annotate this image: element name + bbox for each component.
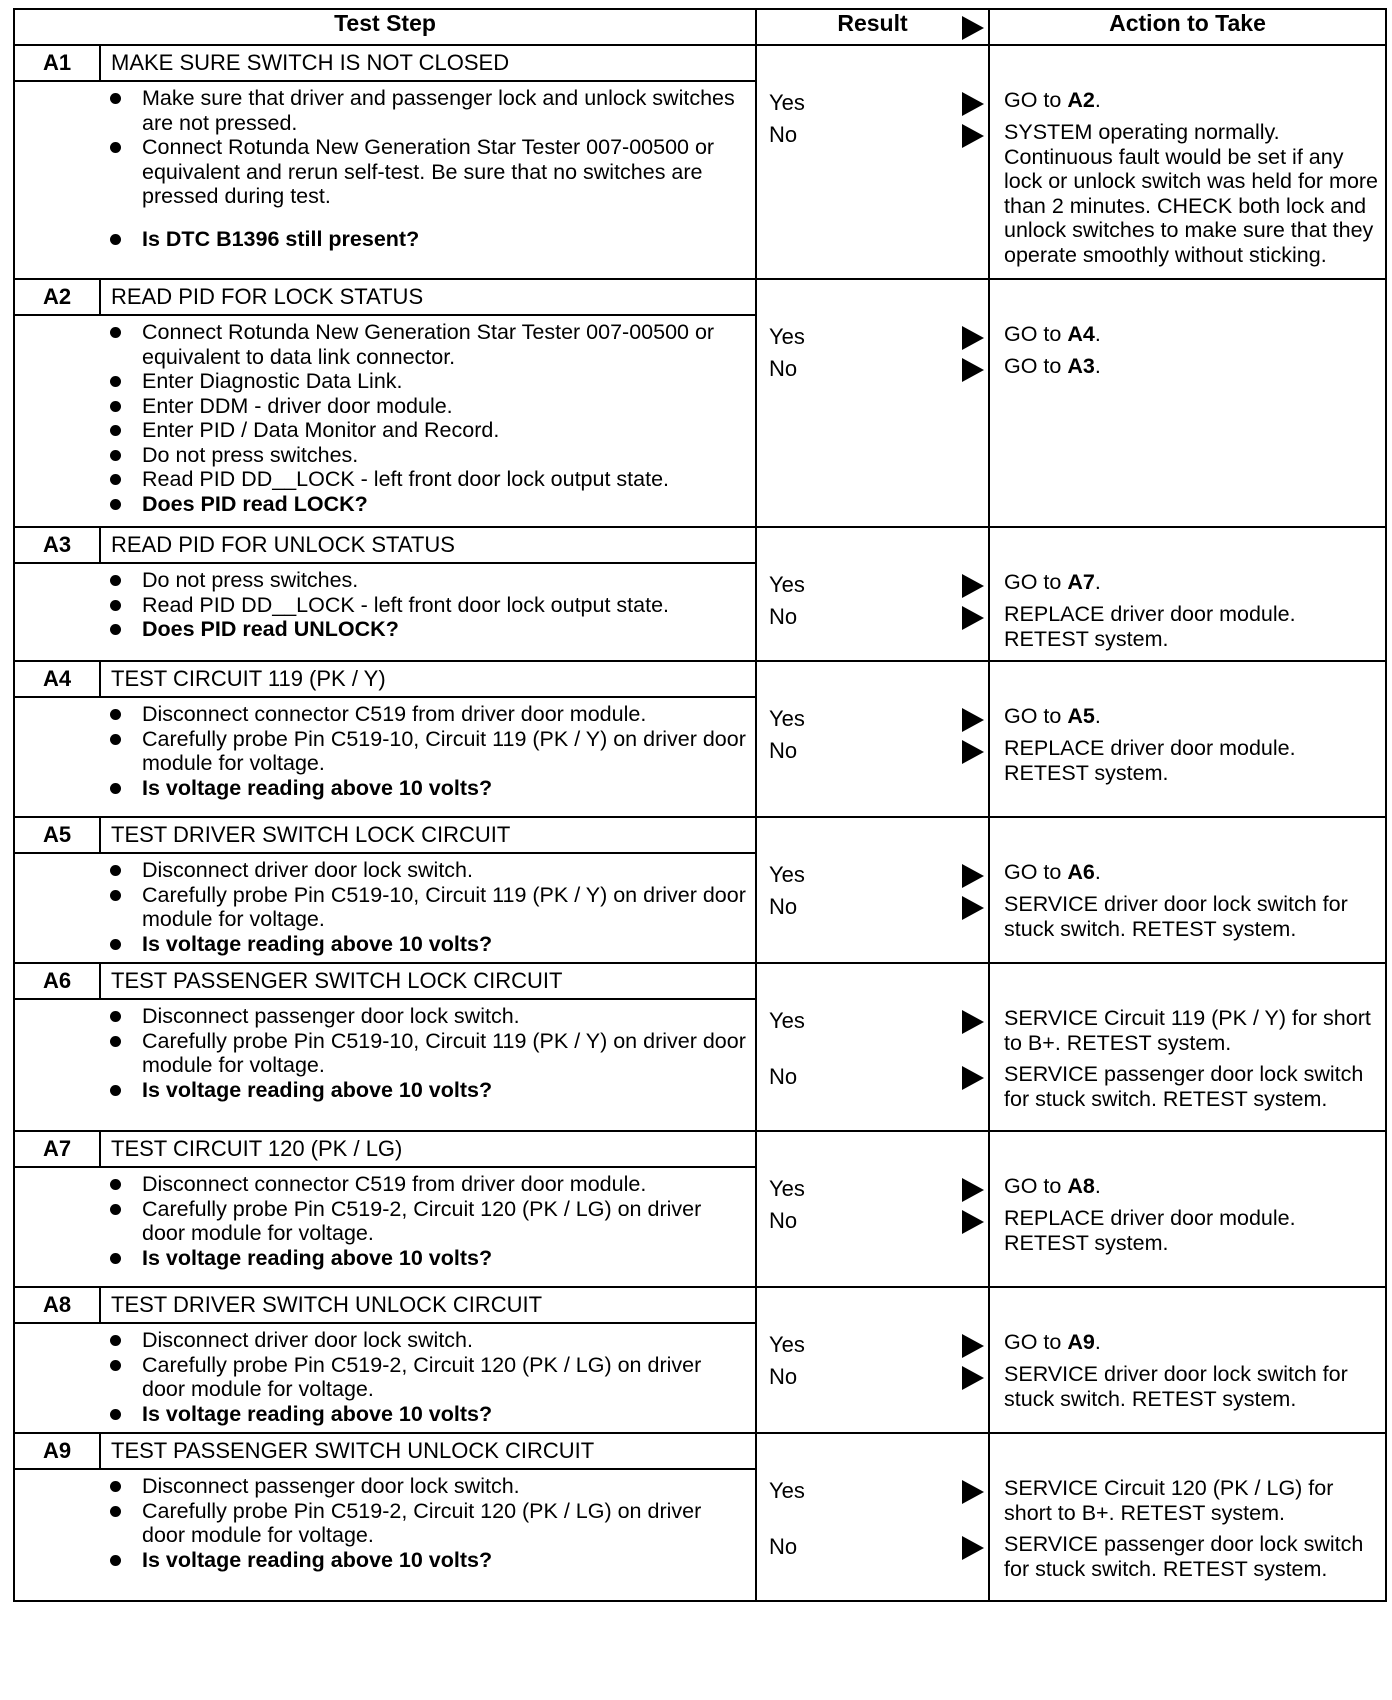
action-step-reference: A9 bbox=[1067, 1330, 1095, 1354]
result-label: Yes bbox=[769, 324, 805, 349]
instruction-list bbox=[100, 1172, 749, 1270]
action-text-main: REPLACE driver door module. RETEST system. bbox=[1004, 736, 1296, 785]
result-label: Yes bbox=[769, 862, 805, 887]
action-text-main: GO to bbox=[1004, 704, 1068, 728]
action-text-main: SERVICE driver door lock switch for stuck switch. RETEST system. bbox=[1004, 892, 1348, 941]
action-cell bbox=[989, 661, 1386, 817]
result-label: Yes bbox=[769, 706, 805, 731]
action-cell bbox=[989, 279, 1386, 527]
result-cell bbox=[756, 1131, 989, 1287]
result-yes bbox=[769, 1008, 986, 1036]
result-yes bbox=[769, 1478, 986, 1506]
action-text bbox=[1004, 120, 1381, 267]
instruction-item: Disconnect connector C519 from driver door module. bbox=[100, 1172, 749, 1197]
action-cell bbox=[989, 1433, 1386, 1601]
arrow-right-icon bbox=[962, 1366, 984, 1390]
result-label: No bbox=[769, 1064, 798, 1089]
action-text bbox=[1004, 1174, 1381, 1199]
instruction-item: Connect Rotunda New Generation Star Tester 007-00500 or equivalent to data link connector. bbox=[100, 320, 749, 369]
action-cell bbox=[989, 1287, 1386, 1433]
arrow-right-icon bbox=[962, 326, 984, 350]
action-text-main: SYSTEM operating normally. Continuous fault would be set if any lock or unlock switch was held for more than 2 minutes. CHECK both lock and unlock switches to make sure that they operate smoothly without sticking. bbox=[1004, 120, 1379, 267]
result-label: No bbox=[769, 1534, 798, 1559]
step-code: A4 bbox=[14, 661, 100, 697]
result-no bbox=[769, 356, 986, 384]
arrow-right-icon bbox=[962, 1480, 984, 1504]
result-cell bbox=[756, 817, 989, 963]
step-code: A8 bbox=[14, 1287, 100, 1323]
step-code: A7 bbox=[14, 1131, 100, 1167]
action-text bbox=[1004, 704, 1381, 729]
arrow-right-icon bbox=[962, 1210, 984, 1234]
result-label: Yes bbox=[769, 1008, 805, 1033]
step-code: A6 bbox=[14, 963, 100, 999]
step-title-row bbox=[14, 963, 1386, 999]
step-code-spacer bbox=[14, 563, 100, 661]
arrow-right-icon bbox=[962, 896, 984, 920]
action-text-main: GO to bbox=[1004, 322, 1068, 346]
action-text-main: GO to bbox=[1004, 860, 1068, 884]
result-label: No bbox=[769, 738, 798, 763]
action-text-main: GO to bbox=[1004, 1174, 1068, 1198]
arrow-right-icon bbox=[962, 1536, 984, 1560]
table-header-row bbox=[14, 9, 1386, 45]
action-text-main: REPLACE driver door module. RETEST system. bbox=[1004, 602, 1296, 651]
step-code-spacer bbox=[14, 697, 100, 817]
instruction-item: Carefully probe Pin C519-10, Circuit 119 (PK / Y) on driver door module for voltage. bbox=[100, 883, 749, 932]
action-text bbox=[1004, 354, 1381, 379]
action-text bbox=[1004, 1062, 1381, 1111]
arrow-right-icon bbox=[962, 574, 984, 598]
action-cell bbox=[989, 45, 1386, 279]
instruction-item: Carefully probe Pin C519-2, Circuit 120 (PK / LG) on driver door module for voltage. bbox=[100, 1499, 749, 1548]
instruction-list bbox=[100, 1474, 749, 1572]
arrow-right-icon bbox=[962, 1334, 984, 1358]
step-instructions bbox=[100, 563, 756, 661]
action-text-main: SERVICE driver door lock switch for stuck switch. RETEST system. bbox=[1004, 1362, 1348, 1411]
action-text bbox=[1004, 1330, 1381, 1355]
header-result-label: Result bbox=[837, 10, 908, 36]
instruction-item: Carefully probe Pin C519-2, Circuit 120 (PK / LG) on driver door module for voltage. bbox=[100, 1353, 749, 1402]
result-no bbox=[769, 604, 986, 632]
instruction-item: Does PID read UNLOCK? bbox=[100, 617, 749, 642]
instruction-item: Does PID read LOCK? bbox=[100, 492, 749, 517]
result-yes bbox=[769, 1176, 986, 1204]
step-title: MAKE SURE SWITCH IS NOT CLOSED bbox=[100, 45, 756, 81]
header-test-step: Test Step bbox=[14, 9, 756, 45]
result-cell bbox=[756, 45, 989, 279]
action-text bbox=[1004, 1476, 1381, 1525]
instruction-item: Disconnect passenger door lock switch. bbox=[100, 1004, 749, 1029]
action-text bbox=[1004, 736, 1381, 785]
action-step-reference: A3 bbox=[1067, 354, 1095, 378]
action-text-main: SERVICE passenger door lock switch for stuck switch. RETEST system. bbox=[1004, 1532, 1364, 1581]
instruction-item: Read PID DD__LOCK - left front door lock output state. bbox=[100, 593, 749, 618]
action-text-main: SERVICE Circuit 119 (PK / Y) for short to B+. RETEST system. bbox=[1004, 1006, 1371, 1055]
arrow-right-icon bbox=[962, 1178, 984, 1202]
action-text bbox=[1004, 1362, 1381, 1411]
step-title: READ PID FOR UNLOCK STATUS bbox=[100, 527, 756, 563]
instruction-item: Is voltage reading above 10 volts? bbox=[100, 1078, 749, 1103]
step-code: A3 bbox=[14, 527, 100, 563]
step-code-spacer bbox=[14, 1323, 100, 1433]
step-code-spacer bbox=[14, 81, 100, 279]
result-cell bbox=[756, 1287, 989, 1433]
result-yes bbox=[769, 572, 986, 600]
arrow-right-icon bbox=[962, 864, 984, 888]
step-title: TEST CIRCUIT 119 (PK / Y) bbox=[100, 661, 756, 697]
result-cell bbox=[756, 527, 989, 661]
result-label: Yes bbox=[769, 1332, 805, 1357]
instruction-item: Disconnect connector C519 from driver door module. bbox=[100, 702, 749, 727]
result-no bbox=[769, 894, 986, 922]
step-title-row bbox=[14, 661, 1386, 697]
action-text bbox=[1004, 570, 1381, 595]
instruction-list bbox=[100, 86, 749, 251]
instruction-item: Disconnect driver door lock switch. bbox=[100, 858, 749, 883]
instruction-list bbox=[100, 568, 749, 642]
header-result bbox=[756, 9, 989, 45]
result-cell bbox=[756, 963, 989, 1131]
result-yes bbox=[769, 862, 986, 890]
result-label: No bbox=[769, 894, 798, 919]
action-step-reference: A5 bbox=[1067, 704, 1095, 728]
result-label: No bbox=[769, 122, 798, 147]
action-text bbox=[1004, 1532, 1381, 1581]
instruction-list bbox=[100, 320, 749, 516]
arrow-right-icon bbox=[962, 124, 984, 148]
action-text-main: GO to bbox=[1004, 1330, 1068, 1354]
instruction-item: Enter Diagnostic Data Link. bbox=[100, 369, 749, 394]
arrow-right-icon bbox=[962, 1010, 984, 1034]
step-title-row bbox=[14, 279, 1386, 315]
step-code-spacer bbox=[14, 999, 100, 1131]
action-text-main: SERVICE Circuit 120 (PK / LG) for short to B+. RETEST system. bbox=[1004, 1476, 1334, 1525]
instruction-item: Carefully probe Pin C519-10, Circuit 119 (PK / Y) on driver door module for voltage. bbox=[100, 727, 749, 776]
step-code: A5 bbox=[14, 817, 100, 853]
step-code: A1 bbox=[14, 45, 100, 81]
instruction-item: Disconnect passenger door lock switch. bbox=[100, 1474, 749, 1499]
action-text bbox=[1004, 1006, 1381, 1055]
arrow-right-icon bbox=[962, 1066, 984, 1090]
result-yes bbox=[769, 1332, 986, 1360]
instruction-item: Is voltage reading above 10 volts? bbox=[100, 1402, 749, 1427]
result-no bbox=[769, 738, 986, 766]
result-yes bbox=[769, 324, 986, 352]
action-text bbox=[1004, 892, 1381, 941]
instruction-list bbox=[100, 858, 749, 956]
pinpoint-test-table bbox=[13, 8, 1387, 1602]
action-text bbox=[1004, 88, 1381, 113]
action-text-suffix: . bbox=[1094, 570, 1101, 594]
instruction-item: Enter DDM - driver door module. bbox=[100, 394, 749, 419]
step-title: TEST DRIVER SWITCH LOCK CIRCUIT bbox=[100, 817, 756, 853]
result-label: Yes bbox=[769, 1176, 805, 1201]
result-no bbox=[769, 122, 986, 150]
action-cell bbox=[989, 817, 1386, 963]
step-instructions bbox=[100, 853, 756, 963]
header-action: Action to Take bbox=[989, 9, 1386, 45]
result-label: Yes bbox=[769, 1478, 805, 1503]
step-title-row bbox=[14, 817, 1386, 853]
result-label: No bbox=[769, 604, 798, 629]
arrow-right-icon bbox=[962, 358, 984, 382]
instruction-item: Read PID DD__LOCK - left front door lock output state. bbox=[100, 467, 749, 492]
instruction-item: Carefully probe Pin C519-10, Circuit 119 (PK / Y) on driver door module for voltage. bbox=[100, 1029, 749, 1078]
step-code: A2 bbox=[14, 279, 100, 315]
instruction-item: Is voltage reading above 10 volts? bbox=[100, 932, 749, 957]
step-code: A9 bbox=[14, 1433, 100, 1469]
result-no bbox=[769, 1364, 986, 1392]
action-text bbox=[1004, 322, 1381, 347]
instruction-list bbox=[100, 702, 749, 800]
step-code-spacer bbox=[14, 853, 100, 963]
step-instructions bbox=[100, 315, 756, 527]
result-label: No bbox=[769, 1364, 798, 1389]
arrow-right-icon bbox=[962, 606, 984, 630]
action-text-suffix: . bbox=[1094, 354, 1101, 378]
step-instructions bbox=[100, 1167, 756, 1287]
step-instructions bbox=[100, 999, 756, 1131]
action-text-suffix: . bbox=[1094, 88, 1101, 112]
step-title-row bbox=[14, 1433, 1386, 1469]
result-no bbox=[769, 1064, 986, 1092]
arrow-right-icon bbox=[962, 92, 984, 116]
step-title-row bbox=[14, 1287, 1386, 1323]
result-cell bbox=[756, 661, 989, 817]
step-code-spacer bbox=[14, 1469, 100, 1601]
step-title: READ PID FOR LOCK STATUS bbox=[100, 279, 756, 315]
action-text-main: GO to bbox=[1004, 570, 1068, 594]
result-label: No bbox=[769, 1208, 798, 1233]
action-text-main: GO to bbox=[1004, 88, 1068, 112]
instruction-item: Is voltage reading above 10 volts? bbox=[100, 776, 749, 801]
action-text-main: SERVICE passenger door lock switch for stuck switch. RETEST system. bbox=[1004, 1062, 1364, 1111]
step-title-row bbox=[14, 1131, 1386, 1167]
action-text-main: GO to bbox=[1004, 354, 1068, 378]
action-cell bbox=[989, 527, 1386, 661]
step-code-spacer bbox=[14, 315, 100, 527]
step-instructions bbox=[100, 1323, 756, 1433]
result-label: Yes bbox=[769, 90, 805, 115]
instruction-item: Connect Rotunda New Generation Star Tester 007-00500 or equivalent and rerun self-test. Be sure that no switches are pressed during test. bbox=[100, 135, 749, 209]
result-no bbox=[769, 1534, 986, 1562]
action-step-reference: A4 bbox=[1067, 322, 1095, 346]
instruction-item: Make sure that driver and passenger lock and unlock switches are not pressed. bbox=[100, 86, 749, 135]
result-label: No bbox=[769, 356, 798, 381]
action-step-reference: A6 bbox=[1067, 860, 1095, 884]
step-title-row bbox=[14, 45, 1386, 81]
instruction-item: Is DTC B1396 still present? bbox=[100, 227, 749, 252]
action-text-suffix: . bbox=[1094, 1330, 1101, 1354]
result-cell bbox=[756, 279, 989, 527]
action-text bbox=[1004, 860, 1381, 885]
step-instructions bbox=[100, 81, 756, 279]
result-no bbox=[769, 1208, 986, 1236]
step-title: TEST CIRCUIT 120 (PK / LG) bbox=[100, 1131, 756, 1167]
diagnostic-table-sheet bbox=[13, 8, 1385, 1602]
action-step-reference: A7 bbox=[1067, 570, 1095, 594]
instruction-item: Is voltage reading above 10 volts? bbox=[100, 1548, 749, 1573]
action-text bbox=[1004, 602, 1381, 651]
arrow-right-icon bbox=[962, 740, 984, 764]
instruction-list bbox=[100, 1004, 749, 1102]
arrow-right-icon bbox=[962, 16, 984, 40]
action-text-suffix: . bbox=[1094, 322, 1101, 346]
action-text-suffix: . bbox=[1094, 1174, 1101, 1198]
action-text bbox=[1004, 1206, 1381, 1255]
action-text-main: REPLACE driver door module. RETEST system. bbox=[1004, 1206, 1296, 1255]
instruction-item: Enter PID / Data Monitor and Record. bbox=[100, 418, 749, 443]
instruction-item: Carefully probe Pin C519-2, Circuit 120 (PK / LG) on driver door module for voltage. bbox=[100, 1197, 749, 1246]
step-title-row bbox=[14, 527, 1386, 563]
step-code-spacer bbox=[14, 1167, 100, 1287]
action-text-suffix: . bbox=[1094, 860, 1101, 884]
step-instructions bbox=[100, 1469, 756, 1601]
action-cell bbox=[989, 963, 1386, 1131]
instruction-list bbox=[100, 1328, 749, 1426]
arrow-right-icon bbox=[962, 708, 984, 732]
step-title: TEST DRIVER SWITCH UNLOCK CIRCUIT bbox=[100, 1287, 756, 1323]
step-title: TEST PASSENGER SWITCH LOCK CIRCUIT bbox=[100, 963, 756, 999]
result-cell bbox=[756, 1433, 989, 1601]
instruction-item: Disconnect driver door lock switch. bbox=[100, 1328, 749, 1353]
action-text-suffix: . bbox=[1094, 704, 1101, 728]
result-yes bbox=[769, 90, 986, 118]
result-label: Yes bbox=[769, 572, 805, 597]
result-yes bbox=[769, 706, 986, 734]
action-step-reference: A2 bbox=[1067, 88, 1095, 112]
action-cell bbox=[989, 1131, 1386, 1287]
instruction-item: Do not press switches. bbox=[100, 443, 749, 468]
instruction-item: Is voltage reading above 10 volts? bbox=[100, 1246, 749, 1271]
step-title: TEST PASSENGER SWITCH UNLOCK CIRCUIT bbox=[100, 1433, 756, 1469]
instruction-item: Do not press switches. bbox=[100, 568, 749, 593]
action-step-reference: A8 bbox=[1067, 1174, 1095, 1198]
step-instructions bbox=[100, 697, 756, 817]
